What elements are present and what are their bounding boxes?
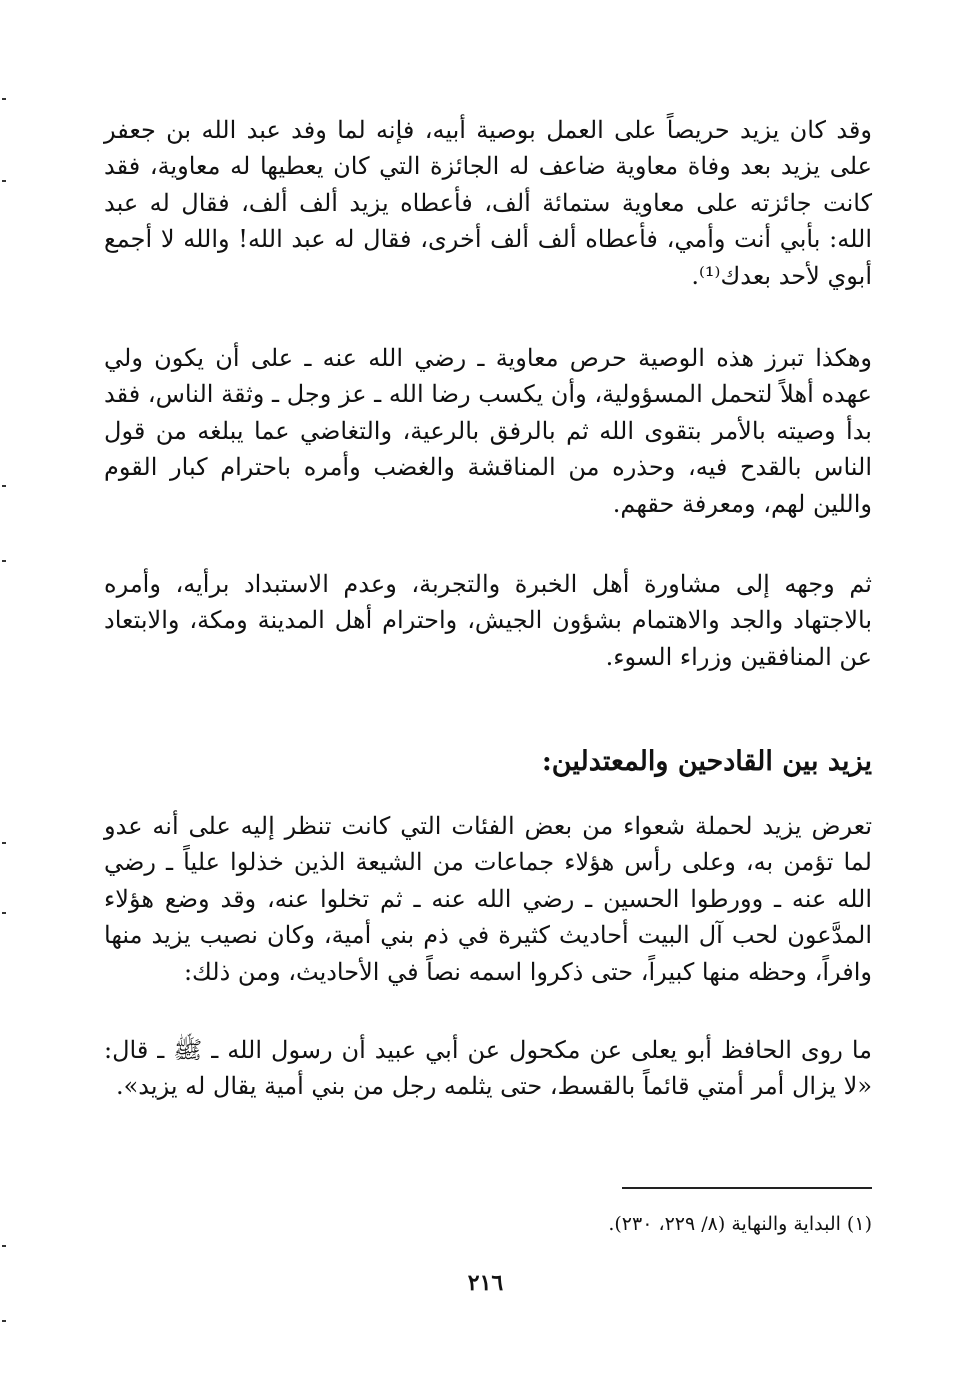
footnote-divider	[622, 1187, 872, 1189]
paragraph-2: وهكذا تبرز هذه الوصية حرص معاوية ـ رضي الله عنه ـ على أن يكون ولي عهده أهلاً لتحمل المسؤولية، وأن يكسب رضا الله ـ عز وجل ـ وثقة الناس، فقد بدأ وصيته بالأمر بتقوى الله ثم بالرفق بالرعية، والتغاضي عما يبلغه من قول الناس بالقدح فيه، وحذره من المناقشة والغضب وأمره باحترام كبار القوم واللين لهم، ومعرفة حقهم.	[104, 344, 872, 518]
page-number: ٢١٦	[467, 1270, 504, 1296]
scan-mark	[2, 842, 6, 844]
scan-mark	[2, 180, 6, 182]
paragraph-1: وقد كان يزيد حريصاً على العمل بوصية أبيه، فإنه لما وفد عبد الله بن جعفر على يزيد بعد وفاة معاوية ضاعف له الجائزة التي كان يعطيها له معاوية، فقد كانت جائزته على معاوية ستمائة ألف، فأعطاه يزيد ألف ألف، فقال له عبد الله: بأبي أنت وأمي، فأعطاه ألف ألف أخرى، فقال له عبد الله! والله لا أجمع أبوي لأحد بعدك⁽¹⁾.	[104, 116, 872, 290]
scan-mark	[2, 1320, 6, 1322]
scan-mark	[2, 485, 6, 487]
paragraph-5: ما روى الحافظ أبو يعلى عن مكحول عن أبي عبيد أن رسول الله ـ ﷺ ـ قال: «لا يزال أمر أمتي قائماً بالقسط، حتى يثلمه رجل من بني أمية يقال له يزيد».	[104, 1036, 872, 1101]
footnote: (١) البداية والنهاية (٨/ ٢٢٩، ٢٣٠).	[608, 1213, 872, 1235]
section-heading: يزيد بين القادحين والمعتدلين:	[541, 746, 872, 777]
scan-mark	[2, 1245, 6, 1247]
scan-mark	[2, 98, 6, 100]
paragraph-3: ثم وجهه إلى مشاورة أهل الخبرة والتجربة، وعدم الاستبداد برأيه، وأمره بالاجتهاد والجد والاهتمام بشؤون الجيش، واحترام أهل المدينة ومكة، والابتعاد عن المنافقين وزراء السوء.	[104, 570, 872, 671]
paragraph-4: تعرض يزيد لحملة شعواء من بعض الفئات التي كانت تنظر إليه على أنه عدو لما تؤمن به، وعلى رأس هؤلاء جماعات من الشيعة الذين خذلوا علياً ـ رضي الله عنه ـ وورطوا الحسين ـ رضي الله عنه ـ ثم تخلوا عنه، وقد وضع هؤلاء المدَّعون لحب آل البيت أحاديث كثيرة في ذم بني أمية، وكان نصيب يزيد منها وافراً، وحظه منها كبيراً، حتى ذكروا اسمه نصاً في الأحاديث، ومن ذلك:	[104, 812, 872, 986]
scan-mark	[2, 560, 6, 562]
scan-mark	[2, 912, 6, 914]
